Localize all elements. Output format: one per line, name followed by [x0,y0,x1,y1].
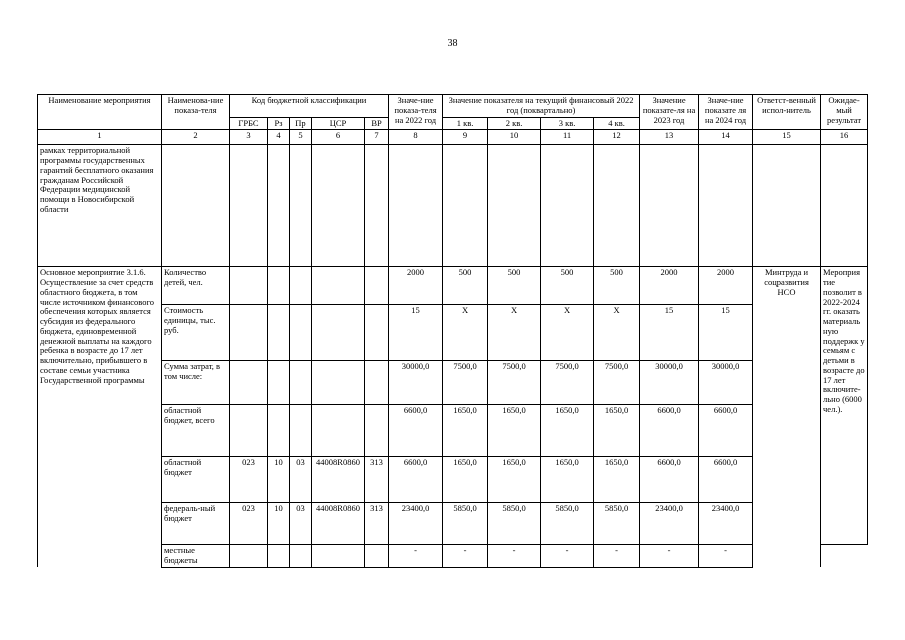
cell-v2022: 6600,0 [389,457,443,503]
cell-q2: 5850,0 [488,503,541,545]
header-event-name: Наименование мероприятия [38,95,162,130]
header-grbs: ГРБС [230,117,268,130]
header-q3: 3 кв. [541,117,594,130]
cell-q3: 7500,0 [541,361,594,405]
cell-v2024: 2000 [699,267,753,305]
cell-q1: X [443,305,488,361]
cell-csr [312,267,365,305]
column-number: 8 [389,130,443,145]
cell-pr [290,545,312,568]
cell-q2: 1650,0 [488,405,541,457]
column-number: 3 [230,130,268,145]
column-number: 1 [38,130,162,145]
cell-vr [365,405,389,457]
header-pr: Пр [290,117,312,130]
empty-cell [821,545,868,568]
cell-v2022: - [389,545,443,568]
cell-v2023: 30000,0 [640,361,699,405]
column-number: 11 [541,130,594,145]
cell-v2023: 15 [640,305,699,361]
budget-table [37,94,868,568]
cell-q2: 1650,0 [488,457,541,503]
cell-q2: 7500,0 [488,361,541,405]
header-q1: 1 кв. [443,117,488,130]
cell-rz [268,405,290,457]
cell-grbs [230,267,268,305]
header-budget-code: Код бюджетной классификации [230,95,389,118]
cell-pr [290,361,312,405]
cell-q3: 500 [541,267,594,305]
header-rz: Рз [268,117,290,130]
cell-q1: 500 [443,267,488,305]
cell-v2022: 30000,0 [389,361,443,405]
header-value-2022: Значе-ние показа-теля на 2022 год [389,95,443,130]
cell-v2023: 6600,0 [640,405,699,457]
page-number: 38 [447,38,458,49]
expected-result: Мероприя тие позволит в 2022-2024 гг. оказать материаль ную поддержк у семьям с детьми в возрасте до 17 лет включите-льно (6000 чел.). [821,267,868,545]
column-number: 5 [290,130,312,145]
table-row [38,457,868,503]
cell-v2022: 6600,0 [389,405,443,457]
indicator-name: областной бюджет, всего [162,405,230,457]
cell-vr [365,545,389,568]
cell-v2023: - [640,545,699,568]
cell-q4: 7500,0 [594,361,640,405]
column-number: 6 [312,130,365,145]
cell-q1: 1650,0 [443,405,488,457]
column-number: 4 [268,130,290,145]
cell-v2022: 23400,0 [389,503,443,545]
cell-v2024: 6600,0 [699,457,753,503]
cell-q2: X [488,305,541,361]
event-name: Основное мероприятие 3.1.6. Осуществление за счет средств областного бюджета, в том числе источником финансового обеспечения которых является субсидия из федерального бюджета, единовременной денежной выплаты на каждого ребенка в возрасте до 17 лет включительно, прибывшего в составе семьи участника Государственной программы [38,267,162,568]
continuation-row [38,145,868,267]
cell-v2022: 15 [389,305,443,361]
cell-pr [290,267,312,305]
cell-grbs [230,405,268,457]
cell-v2022: 2000 [389,267,443,305]
table-row [38,361,868,405]
continuation-text: рамках территориальной программы государственных гарантий бесплатного оказания гражданам Российской Федерации медицинской помощи в Новосибирской области [38,145,162,267]
header-q4: 4 кв. [594,117,640,130]
header-q2: 2 кв. [488,117,541,130]
cell-vr [365,267,389,305]
cell-csr [312,405,365,457]
column-number-row [38,130,868,145]
column-number: 15 [753,130,821,145]
cell-csr [312,361,365,405]
cell-vr: 313 [365,503,389,545]
data-rows [38,267,868,568]
cell-q3: - [541,545,594,568]
cell-grbs [230,545,268,568]
indicator-name: Количество детей, чел. [162,267,230,305]
header-vr: ВР [365,117,389,130]
cell-v2023: 23400,0 [640,503,699,545]
cell-csr [312,545,365,568]
cell-grbs: 023 [230,503,268,545]
cell-csr [312,305,365,361]
column-number: 14 [699,130,753,145]
indicator-name: Стоимость единицы, тыс. руб. [162,305,230,361]
cell-vr [365,305,389,361]
cell-q4: X [594,305,640,361]
cell-q4: 1650,0 [594,457,640,503]
cell-v2024: 15 [699,305,753,361]
cell-pr: 03 [290,503,312,545]
cell-v2024: 30000,0 [699,361,753,405]
cell-q4: 5850,0 [594,503,640,545]
column-number: 12 [594,130,640,145]
cell-rz: 10 [268,457,290,503]
indicator-name: Сумма затрат, в том числе: [162,361,230,405]
cell-rz [268,545,290,568]
cell-pr: 03 [290,457,312,503]
cell-q4: 1650,0 [594,405,640,457]
header-indicator-name: Наименова-ние показа-теля [162,95,230,130]
cell-vr [365,361,389,405]
column-number: 16 [821,130,868,145]
header-value-2023: Значение показате-ля на 2023 год [640,95,699,130]
cell-csr: 44008R0860 [312,457,365,503]
cell-v2024: - [699,545,753,568]
cell-grbs [230,305,268,361]
header-quarterly: Значение показателя на текущий финансовый 2022 год (поквартально) [443,95,640,118]
table-row [38,503,868,545]
cell-q1: 5850,0 [443,503,488,545]
table-row [38,267,868,305]
header-csr: ЦСР [312,117,365,130]
column-number: 9 [443,130,488,145]
responsible-executor: Минтруда и соцразвития НСО [753,267,821,568]
indicator-name: федераль-ный бюджет [162,503,230,545]
cell-pr [290,305,312,361]
column-number: 2 [162,130,230,145]
cell-rz: 10 [268,503,290,545]
cell-pr [290,405,312,457]
table-row [38,305,868,361]
cell-q2: 500 [488,267,541,305]
cell-grbs [230,361,268,405]
cell-grbs: 023 [230,457,268,503]
column-number: 13 [640,130,699,145]
column-number: 10 [488,130,541,145]
cell-csr: 44008R0860 [312,503,365,545]
table-row [38,545,868,568]
cell-rz [268,305,290,361]
cell-q3: 1650,0 [541,457,594,503]
indicator-name: местные бюджеты [162,545,230,568]
cell-v2023: 6600,0 [640,457,699,503]
table-row [38,405,868,457]
cell-v2023: 2000 [640,267,699,305]
cell-q3: 5850,0 [541,503,594,545]
cell-v2024: 23400,0 [699,503,753,545]
header-responsible: Ответст-венный испол-нитель [753,95,821,130]
header-row-1 [38,95,868,118]
cell-q1: 1650,0 [443,457,488,503]
cell-q3: 1650,0 [541,405,594,457]
column-number: 7 [365,130,389,145]
cell-q2: - [488,545,541,568]
cell-q3: X [541,305,594,361]
indicator-name: областной бюджет [162,457,230,503]
cell-q1: 7500,0 [443,361,488,405]
cell-q1: - [443,545,488,568]
cell-vr: 313 [365,457,389,503]
cell-q4: 500 [594,267,640,305]
header-expected-result: Ожидае-мый результат [821,95,868,130]
cell-v2024: 6600,0 [699,405,753,457]
cell-rz [268,267,290,305]
cell-rz [268,361,290,405]
header-value-2024: Значе-ние показате ля на 2024 год [699,95,753,130]
cell-q4: - [594,545,640,568]
